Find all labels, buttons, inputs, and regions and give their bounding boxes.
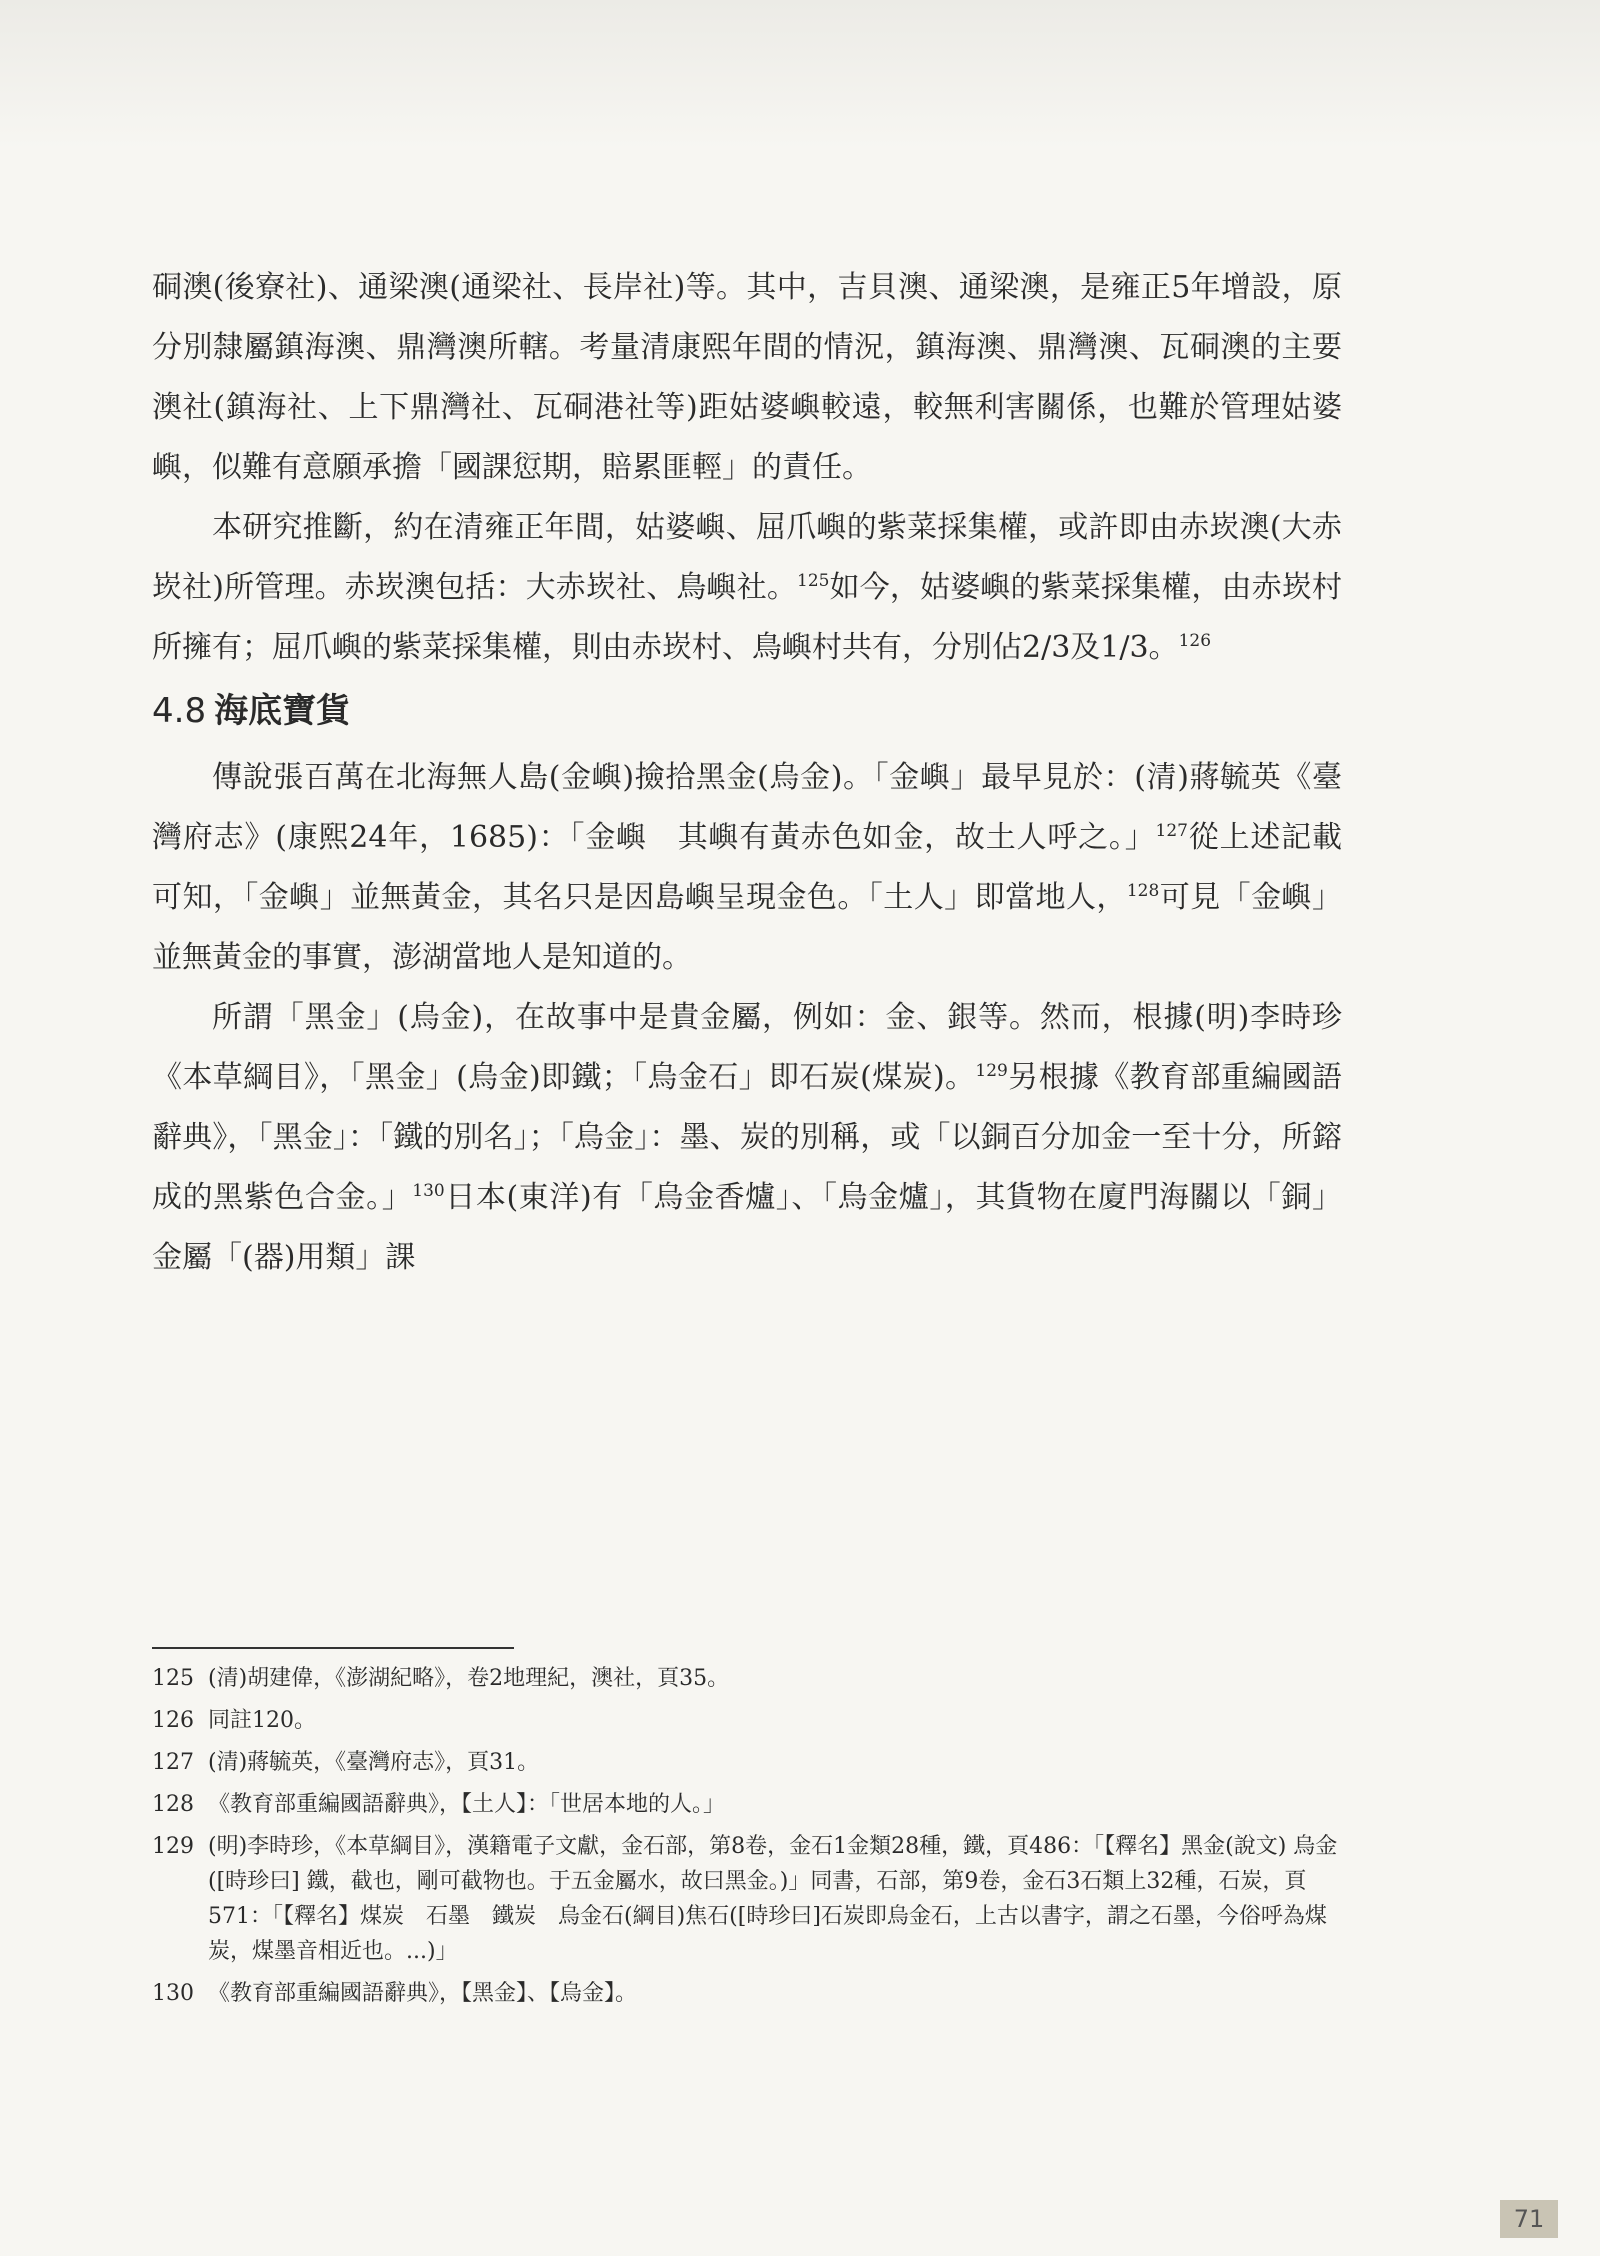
paragraph-4-text-a: 所謂「黑金」(烏金)，在故事中是貴金屬，例如：金、銀等。然而，根據(明)李時珍《本草綱目》，「黑金」(烏金)即鐵；「烏金石」即石炭(煤炭)。 <box>152 1000 1342 1095</box>
footnote-number: 129 <box>152 1834 194 1859</box>
footnotes <box>152 1661 1342 2018</box>
footnote-item <box>152 1976 1342 2011</box>
paragraph-4-text-b: 另根據《教育部重編國語辭典》，「黑金」：「鐵的別名」；「烏金」：墨、炭的別稱，或「以銅百分加金一至十分，所鎔成的黑紫色合金。」 <box>152 1060 1342 1215</box>
footnote-ref-125[interactable]: 125 <box>797 571 830 591</box>
footnote-text: (清)蔣毓英，《臺灣府志》，頁31。 <box>208 1750 540 1775</box>
footnote-item <box>152 1829 1342 1969</box>
paragraph-1: 硐澳(後寮社)、通梁澳(通梁社、長岸社)等。其中，吉貝澳、通梁澳，是雍正5年增設，原分別隸屬鎮海澳、鼎灣澳所轄。考量清康熙年間的情況，鎮海澳、鼎灣澳、瓦硐澳的主要澳社(鎮海社、上下鼎灣社、瓦硐港社等)距姑婆嶼較遠，較無利害關係，也難於管理姑婆嶼，似難有意願承擔「國課愆期，賠累匪輕」的責任。 <box>152 270 1342 485</box>
footnote-text: 《教育部重編國語辭典》，【土人】：「世居本地的人。」 <box>208 1792 726 1817</box>
paragraph-3-text-b: 從上述記載可知，「金嶼」並無黃金，其名只是因島嶼呈現金色。「土人」即當地人， <box>152 820 1343 915</box>
footnote-ref-129[interactable]: 129 <box>975 1061 1008 1081</box>
paragraph-2-text-b: 如今，姑婆嶼的紫菜採集權，由赤崁村所擁有；屈爪嶼的紫菜採集權，則由赤崁村、鳥嶼村共有，分別佔2/3及1/3。 <box>152 570 1342 665</box>
page-top-shadow <box>0 0 1600 150</box>
footnote-item <box>152 1787 1342 1822</box>
paragraph-4-text-c: 日本(東洋)有「烏金香爐」、「烏金爐」，其貨物在廈門海關以「銅」金屬「(器)用類」課 <box>152 1180 1342 1275</box>
section-title: 海底寶貨 <box>214 691 351 731</box>
paragraph-2-text-a: 本研究推斷，約在清雍正年間，姑婆嶼、屈爪嶼的紫菜採集權，或許即由赤崁澳(大赤崁社)所管理。赤崁澳包括：大赤崁社、鳥嶼社。 <box>152 510 1342 605</box>
footnote-text: (清)胡建偉，《澎湖紀略》，卷2地理紀，澳社，頁35。 <box>208 1666 730 1691</box>
footnote-ref-130[interactable]: 130 <box>412 1181 445 1201</box>
main-text <box>152 258 1342 1288</box>
footnote-ref-127[interactable]: 127 <box>1155 821 1188 841</box>
footnote-divider <box>152 1647 514 1649</box>
paragraph-3-text-a: 傳說張百萬在北海無人島(金嶼)撿拾黑金(烏金)。「金嶼」最早見於：(清)蔣毓英《臺灣府志》(康熙24年，1685)：「金嶼 其嶼有黃赤色如金，故土人呼之。」 <box>152 760 1342 855</box>
footnote-number: 128 <box>152 1792 194 1817</box>
paragraph-4 <box>152 988 1342 1288</box>
section-heading <box>152 684 1342 738</box>
paragraph-3 <box>152 748 1342 988</box>
footnote-ref-128[interactable]: 128 <box>1126 881 1160 901</box>
paragraph-3-text-c: 可見「金嶼」並無黃金的事實，澎湖當地人是知道的。 <box>152 880 1343 975</box>
footnote-text: (明)李時珍，《本草綱目》，漢籍電子文獻，金石部，第8卷，金石1金類28種，鐵，頁486：「【釋名】黑金(說文) 烏金([時珍曰] 鐵，截也，剛可截物也。于五金屬水，故曰黑金。)」同書，石部，第9卷，金石3石類上32種，石炭，頁571：「【釋名】煤炭 石墨 鐵炭 烏金石(綱目)焦石([時珍曰]石炭即烏金石，上古以書字，謂之石墨，今俗呼為煤炭，煤墨音相近也。...)」 <box>208 1834 1338 1964</box>
footnote-text: 同註120。 <box>208 1708 316 1733</box>
page-number: 71 <box>1500 2200 1558 2238</box>
footnote-number: 130 <box>152 1981 194 2006</box>
footnote-item <box>152 1661 1342 1696</box>
footnote-number: 125 <box>152 1666 194 1691</box>
footnote-item <box>152 1703 1342 1738</box>
footnote-item <box>152 1745 1342 1780</box>
footnote-text: 《教育部重編國語辭典》，【黑金】、【烏金】。 <box>208 1981 638 2006</box>
paragraph-2 <box>152 498 1342 678</box>
footnote-number: 127 <box>152 1750 194 1775</box>
footnote-number: 126 <box>152 1708 194 1733</box>
footnote-ref-126[interactable]: 126 <box>1178 631 1212 651</box>
section-number: 4.8 <box>152 691 207 731</box>
